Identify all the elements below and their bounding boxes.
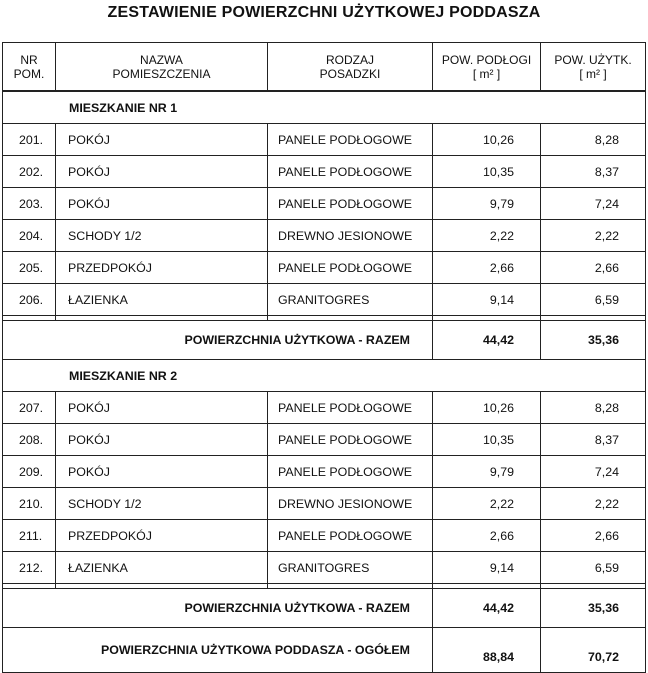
apartment-2-heading-row <box>3 360 646 392</box>
room-floor-type: PANELE PODŁOGOWE <box>268 156 433 188</box>
apartment-1-total-usable: 35,36 <box>541 321 646 360</box>
col-header-floor <box>268 43 433 92</box>
room-nr: 204. <box>3 220 56 252</box>
apartment-1-heading-row <box>3 91 646 124</box>
table-row <box>3 156 646 188</box>
room-floor-type: GRANITOGRES <box>268 552 433 584</box>
room-nr: 205. <box>3 252 56 284</box>
room-floor-type: PANELE PODŁOGOWE <box>268 124 433 156</box>
room-area-floor: 10,26 <box>433 392 541 424</box>
room-floor-type: GRANITOGRES <box>268 284 433 316</box>
room-area-usable: 8,37 <box>541 156 646 188</box>
room-area-floor: 2,66 <box>433 252 541 284</box>
room-floor-type: PANELE PODŁOGOWE <box>268 456 433 488</box>
room-nr: 207. <box>3 392 56 424</box>
col-header-area-floor-line2: [ m² ] <box>472 66 501 81</box>
table-row <box>3 424 646 456</box>
room-nr: 202. <box>3 156 56 188</box>
table-row <box>3 220 646 252</box>
col-header-area-usable-line2: [ m² ] <box>579 66 607 81</box>
col-header-area-floor <box>433 43 541 92</box>
apartment-1-heading: MIESZKANIE NR 1 <box>3 91 646 124</box>
room-floor-type: DREWNO JESIONOWE <box>268 220 433 252</box>
col-header-floor-line2: POSADZKI <box>319 66 381 81</box>
table-row <box>3 488 646 520</box>
room-area-floor: 9,79 <box>433 456 541 488</box>
room-nr: 211. <box>3 520 56 552</box>
col-header-area-floor-line1: POW. PODŁOGI <box>441 52 532 67</box>
apartment-2-total-row <box>3 589 646 628</box>
room-floor-type: PANELE PODŁOGOWE <box>268 252 433 284</box>
room-name: POKÓJ <box>56 188 268 220</box>
table-header-row <box>3 43 646 92</box>
table-row <box>3 188 646 220</box>
table-row <box>3 552 646 584</box>
room-area-floor: 10,35 <box>433 156 541 188</box>
room-name: PRZEDPOKÓJ <box>56 520 268 552</box>
room-area-usable: 2,22 <box>541 488 646 520</box>
room-floor-type: PANELE PODŁOGOWE <box>268 392 433 424</box>
room-nr: 201. <box>3 124 56 156</box>
room-area-usable: 7,24 <box>541 456 646 488</box>
room-nr: 209. <box>3 456 56 488</box>
col-header-nr <box>3 43 56 92</box>
col-header-name <box>56 43 268 92</box>
room-area-floor: 10,26 <box>433 124 541 156</box>
col-header-floor-line1: RODZAJ <box>326 52 374 67</box>
page-title: ZESTAWIENIE POWIERZCHNI UŻYTKOWEJ PODDASZA <box>107 4 541 21</box>
room-area-floor: 2,22 <box>433 488 541 520</box>
room-name: ŁAZIENKA <box>56 284 268 316</box>
room-area-usable: 8,28 <box>541 124 646 156</box>
room-area-floor: 2,66 <box>433 520 541 552</box>
table-row <box>3 456 646 488</box>
room-area-usable: 8,37 <box>541 424 646 456</box>
grand-total-row <box>3 628 646 673</box>
room-area-usable: 8,28 <box>541 392 646 424</box>
room-floor-type: PANELE PODŁOGOWE <box>268 188 433 220</box>
grand-total-floor: 88,84 <box>433 628 541 673</box>
apartment-2-total-label: POWIERZCHNIA UŻYTKOWA - RAZEM <box>3 589 433 628</box>
room-name: SCHODY 1/2 <box>56 488 268 520</box>
room-nr: 212. <box>3 552 56 584</box>
room-nr: 210. <box>3 488 56 520</box>
room-floor-type: PANELE PODŁOGOWE <box>268 424 433 456</box>
apartment-1-total-floor: 44,42 <box>433 321 541 360</box>
room-nr: 203. <box>3 188 56 220</box>
table-row <box>3 284 646 316</box>
room-area-floor: 2,22 <box>433 220 541 252</box>
apartment-2-heading: MIESZKANIE NR 2 <box>3 360 646 392</box>
room-area-usable: 6,59 <box>541 552 646 584</box>
apartment-2-total-usable: 35,36 <box>541 589 646 628</box>
room-area-floor: 9,14 <box>433 284 541 316</box>
apartment-1-total-label: POWIERZCHNIA UŻYTKOWA - RAZEM <box>3 321 433 360</box>
col-header-nr-line1: NR <box>20 52 38 67</box>
table-row <box>3 252 646 284</box>
room-name: POKÓJ <box>56 392 268 424</box>
room-name: SCHODY 1/2 <box>56 220 268 252</box>
col-header-name-line1: NAZWA <box>140 52 183 67</box>
room-name: ŁAZIENKA <box>56 552 268 584</box>
room-nr: 208. <box>3 424 56 456</box>
col-header-nr-line2: POM. <box>13 66 45 81</box>
room-area-usable: 6,59 <box>541 284 646 316</box>
room-area-usable: 7,24 <box>541 188 646 220</box>
table-row <box>3 124 646 156</box>
room-area-usable: 2,66 <box>541 252 646 284</box>
room-name: POKÓJ <box>56 424 268 456</box>
room-area-usable: 2,66 <box>541 520 646 552</box>
room-name: POKÓJ <box>56 124 268 156</box>
grand-total-usable: 70,72 <box>541 628 646 673</box>
col-header-name-line2: POMIESZCZENIA <box>112 66 211 81</box>
room-nr: 206. <box>3 284 56 316</box>
room-area-floor: 9,14 <box>433 552 541 584</box>
room-floor-type: PANELE PODŁOGOWE <box>268 520 433 552</box>
room-floor-type: DREWNO JESIONOWE <box>268 488 433 520</box>
room-area-floor: 10,35 <box>433 424 541 456</box>
area-summary-table <box>2 42 646 673</box>
apartment-2-total-floor: 44,42 <box>433 589 541 628</box>
apartment-1-total-row <box>3 321 646 360</box>
room-area-usable: 2,22 <box>541 220 646 252</box>
table-row <box>3 392 646 424</box>
room-name: POKÓJ <box>56 456 268 488</box>
room-name: PRZEDPOKÓJ <box>56 252 268 284</box>
col-header-area-usable-line1: POW. UŻYTK. <box>554 52 632 67</box>
room-name: POKÓJ <box>56 156 268 188</box>
table-row <box>3 520 646 552</box>
col-header-area-usable <box>541 43 646 92</box>
grand-total-label: POWIERZCHNIA UŻYTKOWA PODDASZA - OGÓŁEM <box>3 628 433 673</box>
room-area-floor: 9,79 <box>433 188 541 220</box>
